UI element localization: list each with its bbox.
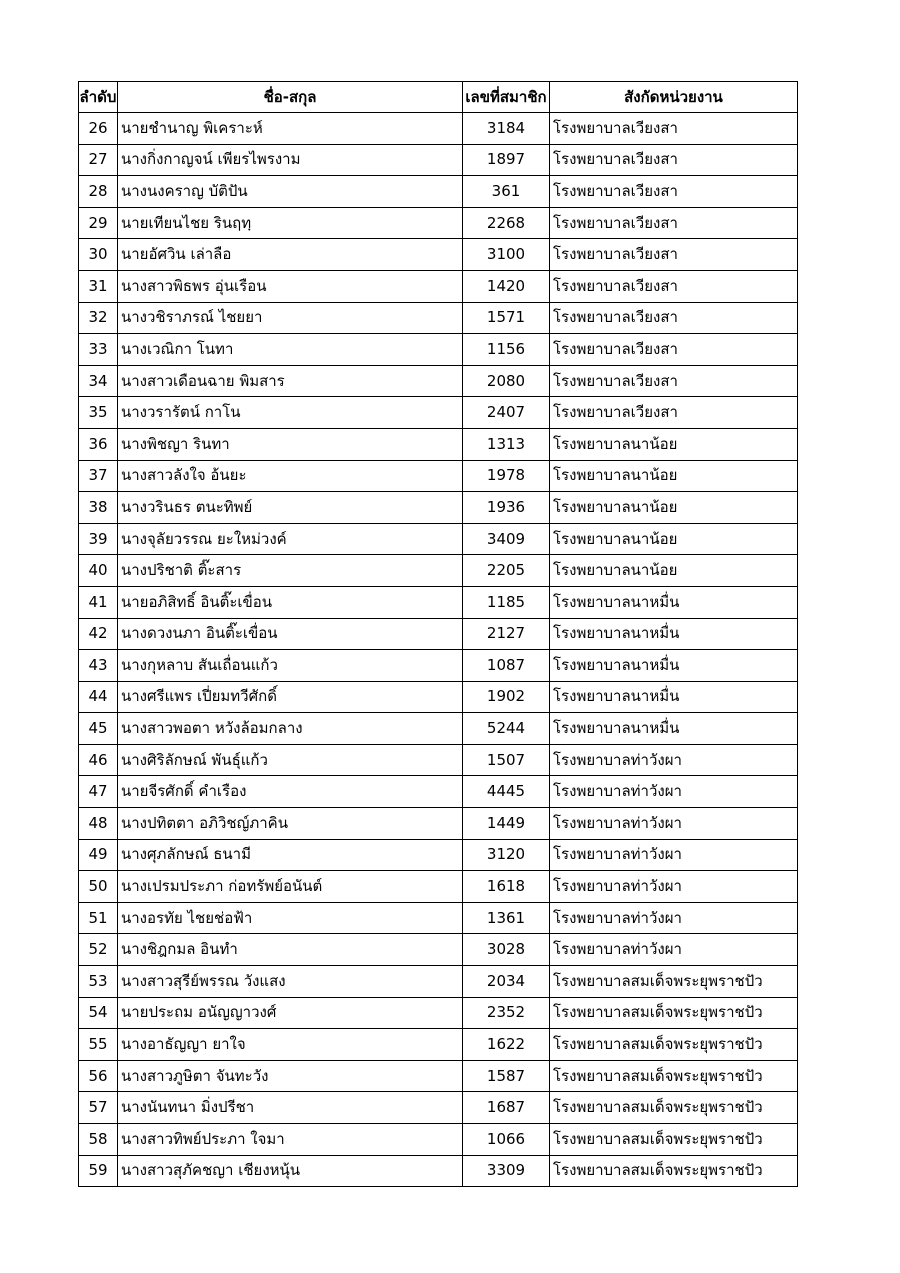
cell-name: นางศรีแพร เปี่ยมทวีศักดิ์	[118, 681, 463, 713]
cell-name: นางเวณิกา โนทา	[118, 334, 463, 366]
table-row	[79, 839, 798, 871]
cell-name: นางชิฎกมล อินทำ	[118, 934, 463, 966]
cell-name: นางดวงนภา อินติ๊ะเขื่อน	[118, 618, 463, 650]
cell-name: นางสาวสุรีย์พรรณ วังแสง	[118, 966, 463, 998]
cell-member-no: 1622	[463, 1029, 550, 1061]
cell-name: นางอาธัญญา ยาใจ	[118, 1029, 463, 1061]
cell-seq: 48	[79, 808, 118, 840]
cell-seq: 39	[79, 523, 118, 555]
cell-seq: 41	[79, 586, 118, 618]
cell-member-no: 2268	[463, 207, 550, 239]
table-row	[79, 902, 798, 934]
cell-member-no: 361	[463, 176, 550, 208]
cell-unit: โรงพยาบาลนาหมื่น	[550, 713, 798, 745]
cell-name: นางปทิตตา อภิวิชญ์ภาคิน	[118, 808, 463, 840]
table-row	[79, 681, 798, 713]
cell-name: นางวรินธร ตนะทิพย์	[118, 492, 463, 524]
cell-member-no: 3409	[463, 523, 550, 555]
cell-unit: โรงพยาบาลนาน้อย	[550, 555, 798, 587]
cell-seq: 43	[79, 650, 118, 682]
cell-seq: 52	[79, 934, 118, 966]
cell-unit: โรงพยาบาลสมเด็จพระยุพราชปัว	[550, 966, 798, 998]
cell-seq: 42	[79, 618, 118, 650]
cell-unit: โรงพยาบาลนาหมื่น	[550, 618, 798, 650]
table-row	[79, 1092, 798, 1124]
table-row	[79, 808, 798, 840]
cell-member-no: 3028	[463, 934, 550, 966]
cell-name: นายประถม อนัญญาวงศ์	[118, 997, 463, 1029]
cell-seq: 44	[79, 681, 118, 713]
cell-unit: โรงพยาบาลนาหมื่น	[550, 586, 798, 618]
cell-unit: โรงพยาบาลเวียงสา	[550, 239, 798, 271]
cell-unit: โรงพยาบาลสมเด็จพระยุพราชปัว	[550, 1155, 798, 1187]
cell-member-no: 1897	[463, 144, 550, 176]
cell-name: นายชำนาญ พิเคราะห์	[118, 113, 463, 145]
cell-name: นางพิชญา รินทา	[118, 428, 463, 460]
cell-unit: โรงพยาบาลสมเด็จพระยุพราชปัว	[550, 997, 798, 1029]
cell-member-no: 1618	[463, 871, 550, 903]
cell-seq: 33	[79, 334, 118, 366]
cell-seq: 59	[79, 1155, 118, 1187]
cell-member-no: 2205	[463, 555, 550, 587]
cell-name: นางจุลัยวรรณ ยะใหม่วงค์	[118, 523, 463, 555]
cell-unit: โรงพยาบาลนาน้อย	[550, 428, 798, 460]
cell-unit: โรงพยาบาลนาน้อย	[550, 492, 798, 524]
table-row	[79, 744, 798, 776]
cell-unit: โรงพยาบาลท่าวังผา	[550, 776, 798, 808]
cell-unit: โรงพยาบาลท่าวังผา	[550, 744, 798, 776]
cell-member-no: 1687	[463, 1092, 550, 1124]
cell-seq: 30	[79, 239, 118, 271]
member-table	[78, 81, 798, 1187]
cell-member-no: 3184	[463, 113, 550, 145]
cell-member-no: 1420	[463, 270, 550, 302]
table-row	[79, 871, 798, 903]
table-row	[79, 523, 798, 555]
cell-member-no: 2407	[463, 397, 550, 429]
table-row	[79, 428, 798, 460]
cell-seq: 50	[79, 871, 118, 903]
cell-member-no: 1087	[463, 650, 550, 682]
cell-member-no: 1507	[463, 744, 550, 776]
cell-name: นางวรารัตน์ กาโน	[118, 397, 463, 429]
cell-member-no: 2352	[463, 997, 550, 1029]
cell-unit: โรงพยาบาลเวียงสา	[550, 113, 798, 145]
cell-name: นายจีรศักดิ์ คำเรือง	[118, 776, 463, 808]
cell-unit: โรงพยาบาลนาน้อย	[550, 460, 798, 492]
cell-name: นางสาวภูษิตา จันทะวัง	[118, 1060, 463, 1092]
cell-unit: โรงพยาบาลเวียงสา	[550, 334, 798, 366]
cell-unit: โรงพยาบาลท่าวังผา	[550, 934, 798, 966]
table-row	[79, 650, 798, 682]
cell-unit: โรงพยาบาลเวียงสา	[550, 365, 798, 397]
table-row	[79, 334, 798, 366]
cell-seq: 49	[79, 839, 118, 871]
cell-name: นายเทียนไชย รินฤทฺ	[118, 207, 463, 239]
cell-member-no: 1185	[463, 586, 550, 618]
table-row	[79, 270, 798, 302]
cell-member-no: 3120	[463, 839, 550, 871]
cell-member-no: 1449	[463, 808, 550, 840]
table-header	[79, 82, 798, 113]
cell-seq: 53	[79, 966, 118, 998]
cell-member-no: 1936	[463, 492, 550, 524]
table-row	[79, 1029, 798, 1061]
cell-member-no: 1571	[463, 302, 550, 334]
cell-seq: 31	[79, 270, 118, 302]
cell-member-no: 1066	[463, 1124, 550, 1156]
cell-seq: 46	[79, 744, 118, 776]
cell-unit: โรงพยาบาลสมเด็จพระยุพราชปัว	[550, 1124, 798, 1156]
cell-unit: โรงพยาบาลเวียงสา	[550, 176, 798, 208]
table-row	[79, 460, 798, 492]
cell-unit: โรงพยาบาลเวียงสา	[550, 270, 798, 302]
table-row	[79, 113, 798, 145]
header-row	[79, 82, 798, 113]
cell-member-no: 3100	[463, 239, 550, 271]
header-name: ชื่อ-สกุล	[118, 82, 463, 113]
table-row	[79, 176, 798, 208]
table-row	[79, 207, 798, 239]
cell-unit: โรงพยาบาลเวียงสา	[550, 302, 798, 334]
cell-seq: 51	[79, 902, 118, 934]
cell-name: นางอรทัย ไชยช่อฟ้า	[118, 902, 463, 934]
cell-name: นางกุหลาบ สันเถื่อนแก้ว	[118, 650, 463, 682]
cell-unit: โรงพยาบาลสมเด็จพระยุพราชปัว	[550, 1029, 798, 1061]
cell-unit: โรงพยาบาลสมเด็จพระยุพราชปัว	[550, 1060, 798, 1092]
cell-member-no: 1587	[463, 1060, 550, 1092]
cell-member-no: 1156	[463, 334, 550, 366]
cell-seq: 26	[79, 113, 118, 145]
cell-unit: โรงพยาบาลท่าวังผา	[550, 871, 798, 903]
cell-unit: โรงพยาบาลเวียงสา	[550, 397, 798, 429]
cell-name: นางสาวสุภัคชญา เชียงหนุ้น	[118, 1155, 463, 1187]
cell-seq: 47	[79, 776, 118, 808]
table-row	[79, 302, 798, 334]
cell-seq: 54	[79, 997, 118, 1029]
cell-seq: 55	[79, 1029, 118, 1061]
cell-seq: 37	[79, 460, 118, 492]
cell-member-no: 1361	[463, 902, 550, 934]
cell-name: นางเปรมประภา ก่อทรัพย์อนันต์	[118, 871, 463, 903]
cell-unit: โรงพยาบาลนาหมื่น	[550, 681, 798, 713]
table-row	[79, 1155, 798, 1187]
cell-member-no: 3309	[463, 1155, 550, 1187]
cell-unit: โรงพยาบาลท่าวังผา	[550, 902, 798, 934]
table-row	[79, 618, 798, 650]
cell-seq: 57	[79, 1092, 118, 1124]
cell-seq: 38	[79, 492, 118, 524]
cell-unit: โรงพยาบาลนาน้อย	[550, 523, 798, 555]
cell-unit: โรงพยาบาลเวียงสา	[550, 144, 798, 176]
header-member-no: เลขที่สมาชิก	[463, 82, 550, 113]
cell-name: นางสาวเดือนฉาย พิมสาร	[118, 365, 463, 397]
cell-unit: โรงพยาบาลท่าวังผา	[550, 839, 798, 871]
header-seq: ลำดับ	[79, 82, 118, 113]
cell-member-no: 1902	[463, 681, 550, 713]
cell-name: นายอัศวิน เล่าลือ	[118, 239, 463, 271]
cell-name: นางสาวทิพย์ประภา ใจมา	[118, 1124, 463, 1156]
cell-member-no: 1978	[463, 460, 550, 492]
table-row	[79, 934, 798, 966]
cell-unit: โรงพยาบาลสมเด็จพระยุพราชปัว	[550, 1092, 798, 1124]
cell-seq: 28	[79, 176, 118, 208]
cell-name: นางศุภลักษณ์ ธนามี	[118, 839, 463, 871]
table-row	[79, 239, 798, 271]
cell-seq: 58	[79, 1124, 118, 1156]
cell-seq: 40	[79, 555, 118, 587]
cell-member-no: 5244	[463, 713, 550, 745]
table-row	[79, 492, 798, 524]
cell-name: นางสาวพิธพร อุ่นเรือน	[118, 270, 463, 302]
table-row	[79, 713, 798, 745]
cell-member-no: 1313	[463, 428, 550, 460]
cell-member-no: 2127	[463, 618, 550, 650]
cell-seq: 27	[79, 144, 118, 176]
cell-name: นางสาวพอตา หวังล้อมกลาง	[118, 713, 463, 745]
header-unit: สังกัดหน่วยงาน	[550, 82, 798, 113]
cell-seq: 45	[79, 713, 118, 745]
table-row	[79, 966, 798, 998]
table-row	[79, 144, 798, 176]
table-row	[79, 365, 798, 397]
cell-name: นางสาวลังใจ อ้นยะ	[118, 460, 463, 492]
cell-seq: 29	[79, 207, 118, 239]
cell-member-no: 2034	[463, 966, 550, 998]
cell-unit: โรงพยาบาลท่าวังผา	[550, 808, 798, 840]
table-row	[79, 555, 798, 587]
table-row	[79, 1060, 798, 1092]
cell-name: นางศิริลักษณ์ พันธุ์แก้ว	[118, 744, 463, 776]
cell-seq: 36	[79, 428, 118, 460]
cell-seq: 34	[79, 365, 118, 397]
cell-name: นายอภิสิทธิ์ อินติ๊ะเขื่อน	[118, 586, 463, 618]
cell-seq: 56	[79, 1060, 118, 1092]
table-body	[79, 113, 798, 1187]
table-row	[79, 997, 798, 1029]
cell-member-no: 4445	[463, 776, 550, 808]
table-row	[79, 1124, 798, 1156]
cell-seq: 35	[79, 397, 118, 429]
cell-seq: 32	[79, 302, 118, 334]
cell-name: นางนงคราญ บัติปัน	[118, 176, 463, 208]
cell-name: นางนันทนา มิ่งปรีชา	[118, 1092, 463, 1124]
cell-name: นางกิ่งกาญจน์ เพียรไพรงาม	[118, 144, 463, 176]
cell-name: นางวชิราภรณ์ ไชยยา	[118, 302, 463, 334]
cell-unit: โรงพยาบาลนาหมื่น	[550, 650, 798, 682]
cell-member-no: 2080	[463, 365, 550, 397]
table-row	[79, 776, 798, 808]
table-row	[79, 586, 798, 618]
cell-name: นางปริชาติ ติ๊ะสาร	[118, 555, 463, 587]
cell-unit: โรงพยาบาลเวียงสา	[550, 207, 798, 239]
table-row	[79, 397, 798, 429]
